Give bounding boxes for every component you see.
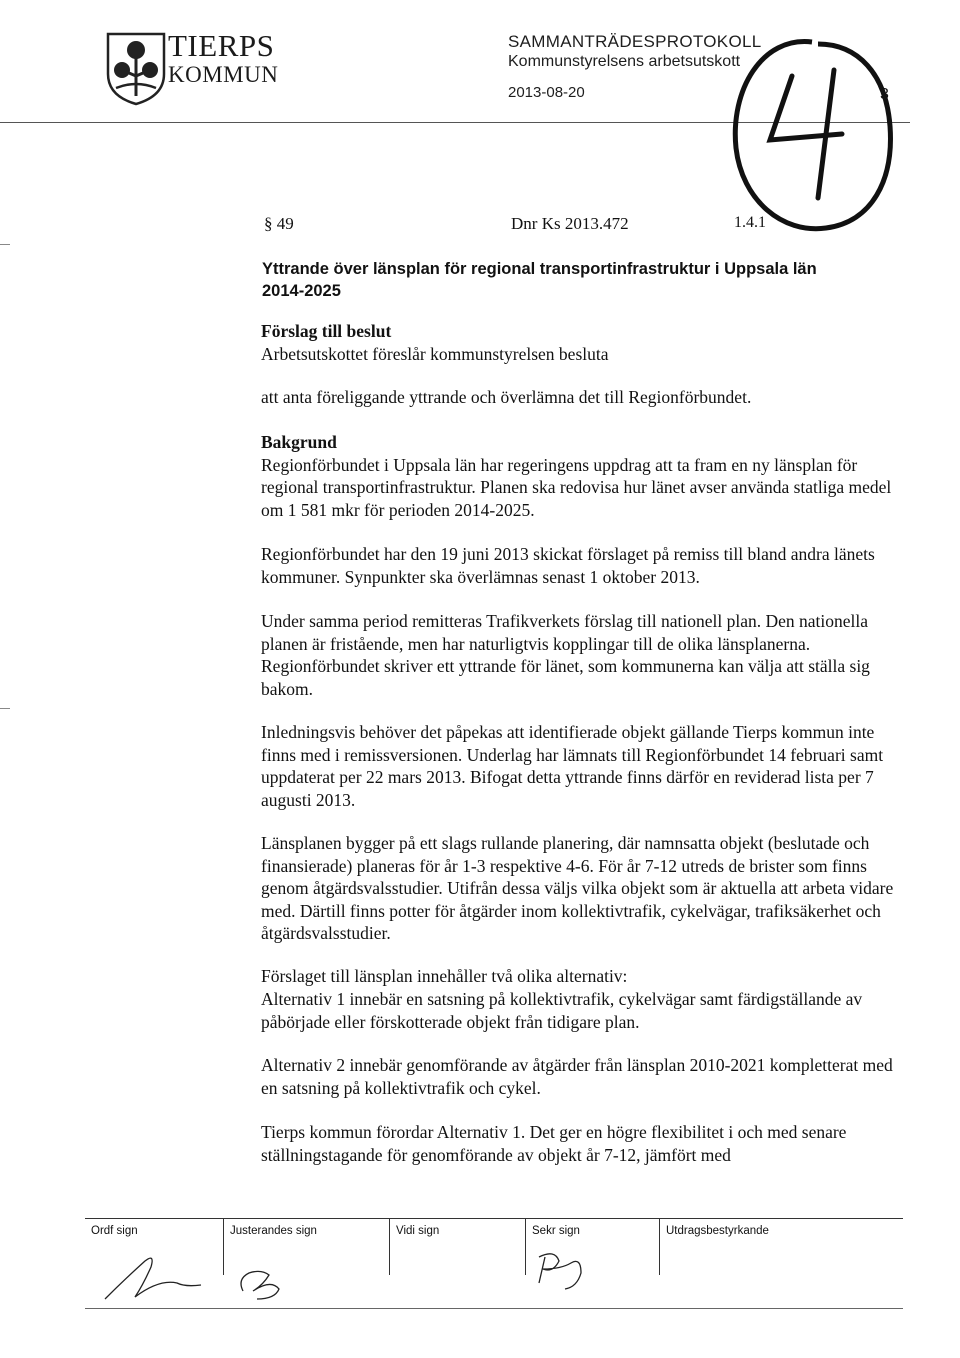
chair-signature-label: Ordf sign xyxy=(91,1225,138,1237)
background-heading: Bakgrund xyxy=(261,432,337,452)
signature-table xyxy=(85,1218,903,1309)
handwritten-signatures xyxy=(85,1239,903,1311)
witness-signature-label: Vidi sign xyxy=(396,1225,440,1237)
background-paragraph: Länsplanen bygger på ett slags rullande planering, där namnsatta objekt (beslutade och finansierade) planeras för år 1-3 respektive 4-6. För år 7-12 utreds de brister som finns genom åtgärdsvalsstudier. Utifrån dessa väljs vilka objekt som är aktuella att arbeta vidare med. Därtill finns potter för åtgärder inom kollektivtrafik, cykelvägar, trafiksäkerhet och åtgärdsvalsstudier. xyxy=(261,833,894,943)
handwritten-circled-number xyxy=(722,30,898,242)
footer-divider xyxy=(85,1308,903,1309)
background-paragraph: Alternativ 1 innebär en satsning på kollektivtrafik, cykelvägar samt färdigställande av påbörjade eller förskotterade objekt från tidigare plan. xyxy=(261,989,863,1032)
background-paragraph: Under samma period remitteras Trafikverkets förslag till nationell plan. Den nationella planen är fristående, men har naturligtvis kopplingar till de olika länsplanerna. Regionförbundet skriver ett yttrande för länet, som kommunerna kan välja att ställa sig bakom. xyxy=(261,611,870,699)
decision-text: att anta föreliggande yttrande och överlämna det till Regionförbundet. xyxy=(261,387,752,407)
case-number: Dnr Ks 2013.472 xyxy=(511,214,629,233)
background-paragraph: Alternativ 2 innebär genomförande av åtgärder från länsplan 2010-2021 kompletterat med en satsning på kollektivtrafik och cykel. xyxy=(261,1055,893,1098)
background-paragraph: Regionförbundet har den 19 juni 2013 skickat förslaget på remiss till bland andra länets kommuner. Synpunkter ska överlämnas senast 1 oktober 2013. xyxy=(261,544,875,587)
document-type: SAMMANTRÄDESPROTOKOLL xyxy=(508,32,762,51)
logo-wordmark xyxy=(168,30,278,88)
adjuster-signature-label: Justerandes sign xyxy=(230,1225,317,1237)
municipality-logo xyxy=(104,30,168,106)
proposal-section xyxy=(261,320,901,365)
title-line: Yttrande över länsplan för regional transportinfrastruktur i Uppsala län xyxy=(262,260,817,278)
background-paragraph: Inledningsvis behöver det påpekas att identifierade objekt gällande Tierps kommun inte finns med i remissversionen. Underlag har lämnats till Regionförbundet 14 februari samt uppdaterat per 22 mars 2013. Bifogat detta yttrande finns därför en reviderad lista per 7 augusti 2013. xyxy=(261,722,884,810)
reference-code: 1.4.1 xyxy=(734,214,766,231)
title-line: 2014-2025 xyxy=(262,282,341,300)
committee-name: Kommunstyrelsens arbetsutskott xyxy=(508,53,741,70)
extract-certification-label: Utdragsbestyrkande xyxy=(666,1225,769,1237)
document-title xyxy=(262,258,902,302)
page-number: 3 xyxy=(880,86,889,103)
background-paragraph: Tierps kommun förordar Alternativ 1. Det ger en högre flexibilitet i och med senare ställningstagande för genomförande av objekt år 7-12, jämfört med xyxy=(261,1122,847,1165)
proposal-line: Arbetsutskottet föreslår kommunstyrelsen besluta xyxy=(261,343,609,364)
logo-line-2: KOMMUN xyxy=(168,62,279,87)
background-section xyxy=(261,431,901,521)
background-paragraph: Regionförbundet i Uppsala län har regeringens uppdrag att ta fram en ny länsplan för regional transportinfrastruktur. Planen ska redovisa hur länet avser använda statliga medel om 1 581 mkr för perioden 2014-2025. xyxy=(261,454,892,520)
edge-mark xyxy=(0,244,10,245)
paragraph-number: § 49 xyxy=(264,214,294,233)
logo-line-1: TIERPS xyxy=(168,28,275,63)
proposal-heading: Förslag till beslut xyxy=(261,321,392,341)
meeting-date: 2013-08-20 xyxy=(508,84,585,101)
edge-mark xyxy=(0,708,10,709)
secretary-signature-label: Sekr sign xyxy=(532,1225,580,1237)
background-paragraph: Förslaget till länsplan innehåller två olika alternativ: xyxy=(261,966,628,986)
